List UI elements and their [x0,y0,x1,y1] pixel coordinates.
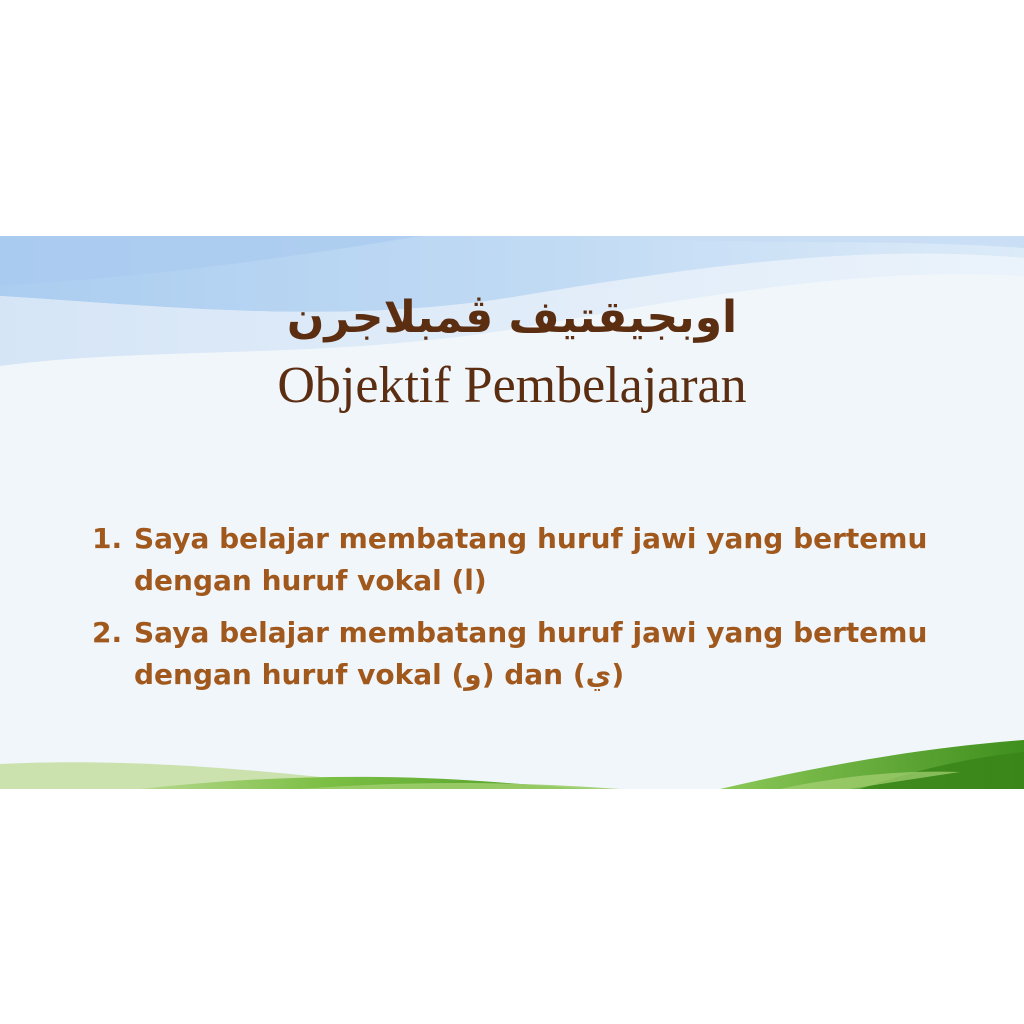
objective-number: 2. [92,616,123,649]
slide-title: Objektif Pembelajaran [277,357,747,414]
slide [0,236,1024,789]
objective-item [92,612,932,696]
objective-item [92,518,932,602]
objective-number: 1. [92,522,123,555]
objective-text: Saya belajar membatang huruf jawi yang bertemu dengan huruf vokal (ا) [134,522,928,597]
slide-title-jawi: اوبجيقتيف ڤمبلاجرن [286,292,738,343]
objectives-list [92,518,932,706]
objective-text: Saya belajar membatang huruf jawi yang bertemu dengan huruf vokal (و) dan (ي) [134,616,928,691]
